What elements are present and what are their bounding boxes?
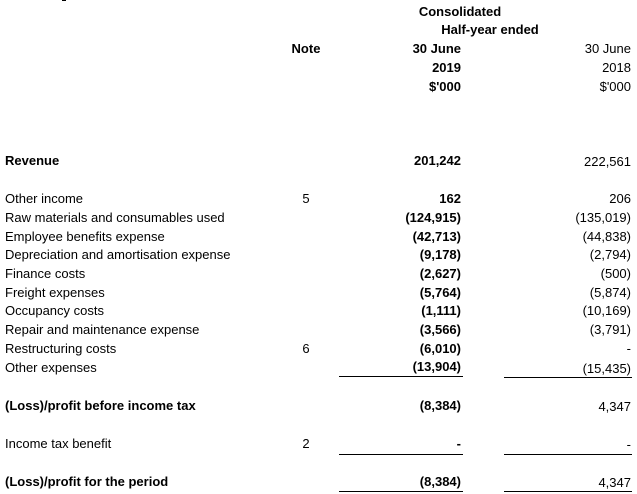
item-2018: (2,794)	[589, 247, 631, 262]
item-2018: (15,435)	[582, 361, 631, 376]
item-label: Freight expenses	[5, 285, 105, 300]
item-2019: (1,111)	[421, 303, 461, 318]
revenue-label: Revenue	[5, 153, 60, 168]
item-label: Other income	[5, 191, 84, 206]
item-label: Raw materials and consumables used	[5, 210, 225, 225]
item-2018: (5,874)	[589, 285, 631, 300]
item-2019: (2,627)	[419, 266, 461, 281]
tax-rule-2018	[504, 454, 632, 455]
item-label: Depreciation and amortisation expense	[5, 247, 231, 262]
item-2018: (44,838)	[582, 229, 631, 244]
item-2018: (10,169)	[582, 303, 631, 318]
revenue-2019: 201,242	[414, 153, 461, 168]
item-note: 5	[302, 191, 310, 206]
total-rule-2018	[504, 491, 632, 492]
item-label: Other expenses	[5, 360, 97, 375]
pbt-2018: 4,347	[598, 399, 631, 414]
period-2019: (8,384)	[419, 474, 461, 489]
item-2019: (13,904)	[412, 359, 461, 374]
item-label: Finance costs	[5, 266, 86, 281]
item-label: Restructuring costs	[5, 341, 117, 356]
item-2019: (42,713)	[412, 229, 461, 244]
item-label: Occupancy costs	[5, 303, 104, 318]
tax-2018: -	[626, 437, 631, 452]
total-rule-2019	[339, 491, 463, 492]
header-2018-date: 30 June	[584, 41, 631, 56]
item-2018: (3,791)	[589, 322, 631, 337]
header-2019-unit: $'000	[428, 79, 461, 94]
tax-note: 2	[302, 436, 310, 451]
item-2018: (500)	[600, 266, 631, 281]
pbt-label: (Loss)/profit before income tax	[5, 398, 196, 413]
header-2018-unit: $'000	[599, 79, 631, 94]
pbt-2019: (8,384)	[419, 398, 461, 413]
item-2019: (5,764)	[419, 285, 461, 300]
header-2019-date: 30 June	[412, 41, 461, 56]
item-label: Repair and maintenance expense	[5, 322, 200, 337]
tax-rule-2019	[339, 454, 463, 455]
period-label: (Loss)/profit for the period	[5, 474, 169, 489]
tax-2019: -	[456, 436, 461, 451]
item-note: 6	[302, 341, 310, 356]
header-2018-year: 2018	[602, 60, 631, 75]
item-2019: (6,010)	[419, 341, 461, 356]
item-2019: (3,566)	[419, 322, 461, 337]
header-half-year-ended: Half-year ended	[441, 22, 539, 37]
item-2019: (124,915)	[405, 210, 461, 225]
header-consolidated: Consolidated	[418, 4, 502, 19]
item-label: Employee benefits expense	[5, 229, 165, 244]
top-stray-mark	[62, 0, 66, 1]
header-2019-year: 2019	[432, 60, 461, 75]
tax-label: Income tax benefit	[5, 436, 112, 451]
item-2018: -	[626, 341, 631, 356]
item-2019: 162	[439, 191, 461, 206]
period-2018: 4,347	[598, 475, 631, 490]
subtotal-rule-2018	[504, 377, 632, 378]
header-note: Note	[291, 41, 321, 56]
revenue-2018: 222,561	[584, 154, 631, 169]
item-2018: 206	[609, 191, 631, 206]
item-2019: (9,178)	[419, 247, 461, 262]
subtotal-rule-2019	[339, 376, 463, 377]
item-2018: (135,019)	[575, 210, 631, 225]
